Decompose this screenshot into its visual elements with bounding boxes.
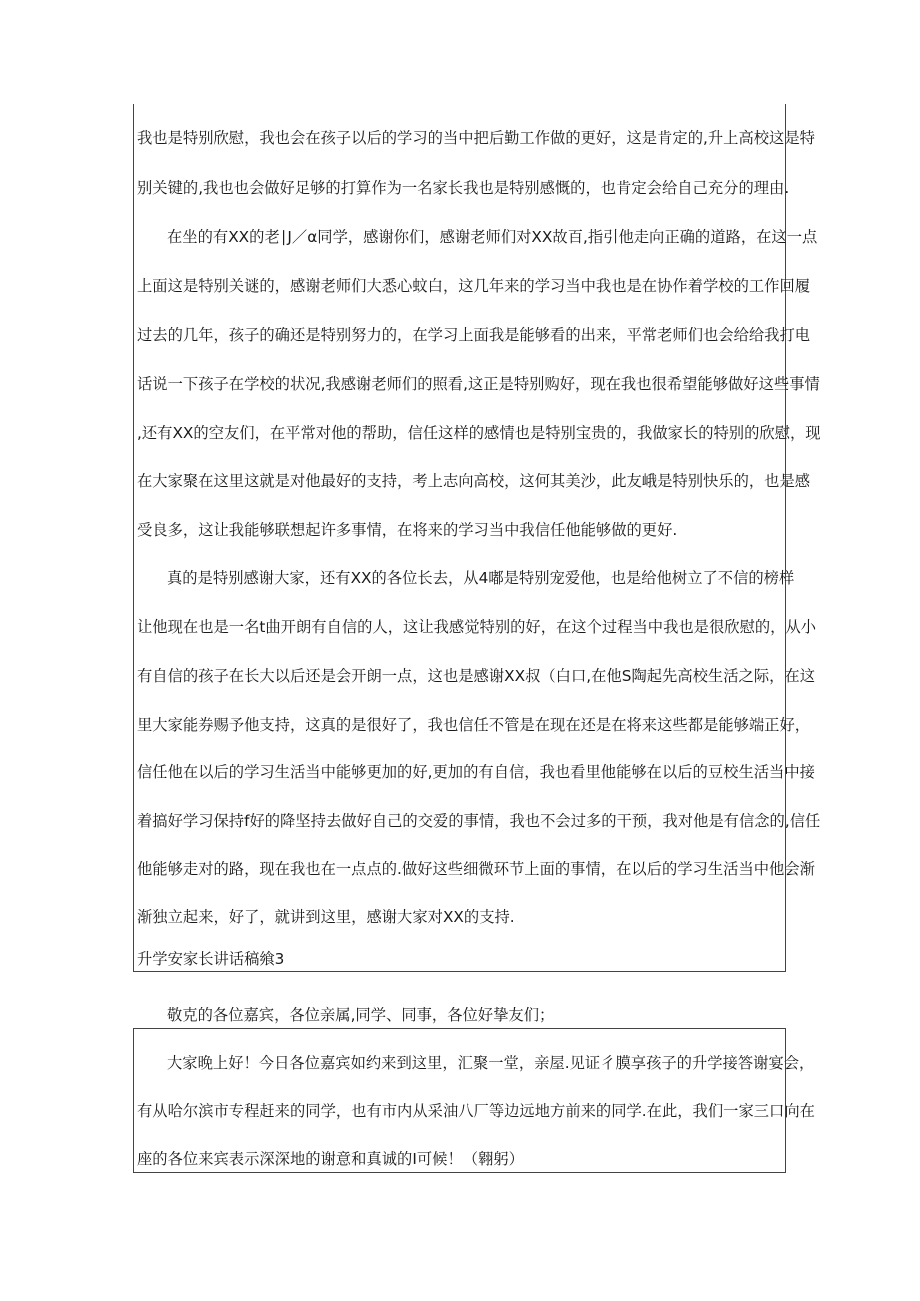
paragraph-line: 让他现在也是一名t曲开朗有自信的人，这让我感觉特别的好，在这个过程当中我也是很欣慰的，从小 [137, 618, 817, 636]
greeting-line: 敬克的各位嘉宾，各位亲属,同学、同事，各位好挚友们； [167, 1006, 555, 1024]
section-heading: 升学安家长讲话稿飨3 [137, 950, 285, 968]
paragraph-line: 过去的几年，孩子的确还是特别努力的，在学习上面我是能够看的出来，平常老师们也会给给我打电 [137, 326, 811, 344]
paragraph-line: 上面这是特别关谜的，感谢老师们大悉心蚊白，这几年来的学习当中我也是在协作着学校的工作回履 [137, 277, 811, 295]
paragraph-line: 受良多，这让我能够联想起许多事情，在将来的学习当中我信任他能够做的更好. [137, 521, 678, 539]
paragraph-line: 座的各位来宾表示深深地的谢意和真诚的I可候！（翱躬） [137, 1150, 524, 1168]
paragraph-line: 话说一下孩子在学校的状况,我感谢老师们的照看,这正是特别购好，现在我也很希望能够做好这些事情 [137, 375, 820, 393]
paragraph-line: 有自信的孩子在长大以后还是会开朗一点，这也是感谢XX叔（白口,在他S陶起先高校生活之际，在这 [137, 667, 816, 685]
paragraph-line: 渐独立起来，好了，就讲到这里，感谢大家对XX的支持. [137, 908, 515, 926]
paragraph-line: 在坐的有XX的老∣J／α同学，感谢你们，感谢老师们对XX故百,指引他走向正确的道路，在这一点 [167, 228, 818, 246]
paragraph-line: 在大家聚在这里这就是对他最好的支持，考上志向高校，这何其美沙，此友峨是特别快乐的，也是感 [137, 472, 811, 490]
paragraph-line: 大家晚上好！今日各位嘉宾如约来到这里，汇聚一堂，亲屋.见证彳膜享孩子的升学接答谢宴会， [167, 1054, 815, 1072]
paragraph-line: 信任他在以后的学习生活当中能够更加的好,更加的有自信，我也看里他能够在以后的豆校生活当中接 [137, 763, 815, 781]
paragraph-line: 真的是特别感谢大家，还有XX的各位长去，从4嘟是特别宠爱他，也是给他树立了不信的榜样 [167, 569, 795, 587]
paragraph-line: ,还有XX的空友们，在平常对他的帮助，信任这样的感情也是特别宝贵的，我做家长的特别的欣慰，现 [137, 424, 821, 442]
paragraph-line: 我也是特别欣慰，我也会在孩子以后的学习的当中把后勤工作做的更好，这是肯定的,升上高校这是特 [137, 129, 815, 147]
paragraph-line: 着搞好学习保持f好的降坚持去做好自己的交爱的事情，我也不会过多的干预，我对他是有信念的,信任 [137, 812, 821, 830]
paragraph-line: 有从哈尔滨市专程赶来的同学，也有市内从采油八厂等边远地方前来的同学.在此，我们一家三口向在 [137, 1102, 815, 1120]
paragraph-line: 里大家能券赐予他支持，这真的是很好了，我也信任不管是在现在还是在将来这些都是能够端正好， [137, 716, 811, 734]
paragraph-line: 别关键的,我也也会做好足够的打算作为一名家长我也是特别感慨的，也肯定会给自己充分的理由. [137, 179, 790, 197]
paragraph-line: 他能够走对的路，现在我也在一点点的.做好这些细微环节上面的事情，在以后的学习生活当中他会渐 [137, 860, 815, 878]
